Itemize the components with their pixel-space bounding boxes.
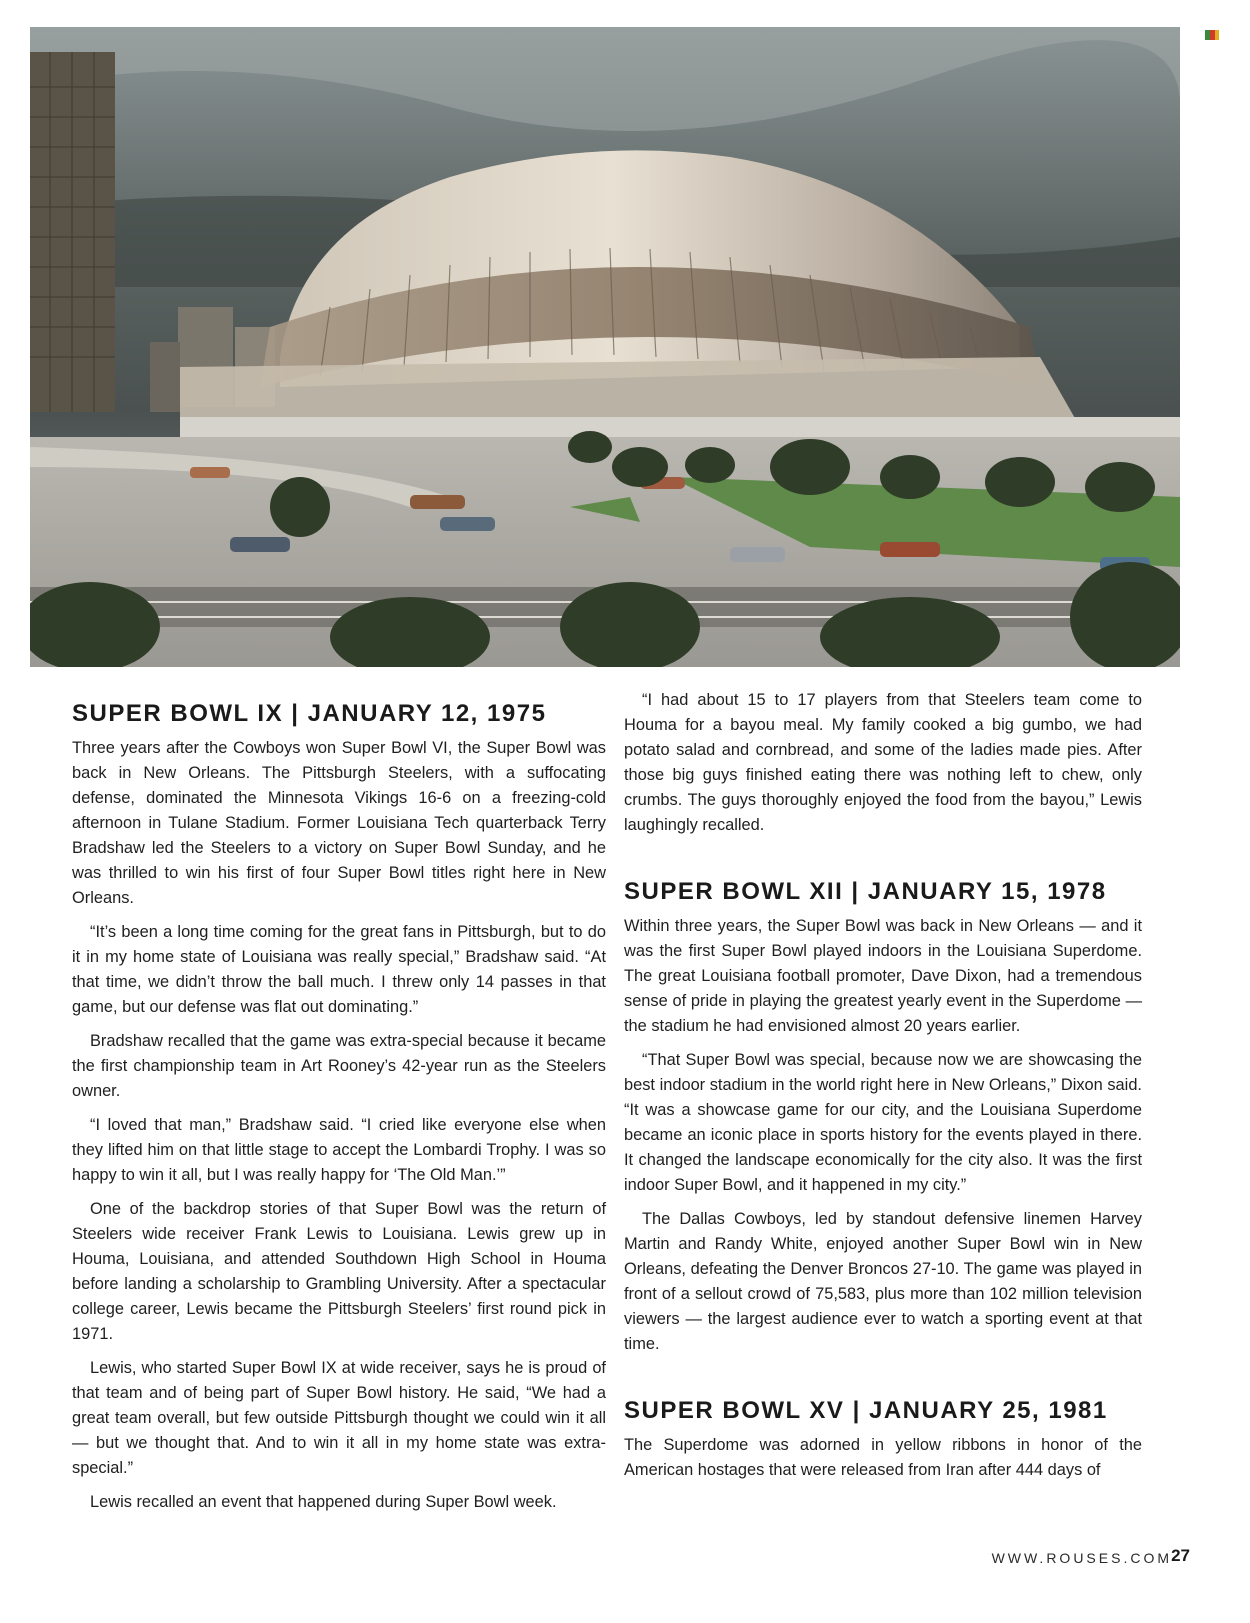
left-column bbox=[72, 700, 606, 1524]
paragraph: The Dallas Cowboys, led by standout defensive linemen Harvey Martin and Randy White, enjoyed another Super Bowl win in New Orleans, defeating the Denver Broncos 27-10. The game was played in front of a sellout crowd of 75,583, plus more than 102 million television viewers — the largest audience ever to watch a sporting event at that time. bbox=[624, 1210, 1142, 1353]
paragraph: Lewis, who started Super Bowl IX at wide receiver, says he is proud of that team and of being part of Super Bowl history. He said, “We had a great team overall, but few outside Pittsburgh thought we could win it all — but we thought that. And to win it all in my home state was extra-special.” bbox=[72, 1359, 606, 1477]
section-heading-super-bowl-xii: SUPER BOWL XII | JANUARY 15, 1978 bbox=[624, 878, 1107, 905]
paragraph: “I loved that man,” Bradshaw said. “I cried like everyone else when they lifted him on that little stage to accept the Lombardi Trophy. I was so happy to win it all, but I was really happy for ‘The Old Man.’” bbox=[72, 1116, 606, 1184]
paragraph: “It’s been a long time coming for the great fans in Pittsburgh, but to do it in my home state of Louisiana was really special,” Bradshaw said. “At that time, we didn’t throw the ball much. I threw only 14 passes in that game, but our defense was flat out dominating.” bbox=[72, 923, 606, 1016]
paragraph: “That Super Bowl was special, because now we are showcasing the best indoor stadium in the world right here in New Orleans,” Dixon said. “It was a showcase game for our city, and the Louisiana Superdome became an iconic place in sports history for the events played in there. It changed the landscape economically for the city also. It was the first indoor Super Bowl, and it happened in my city.” bbox=[624, 1051, 1142, 1194]
superdome-artwork bbox=[30, 27, 1180, 667]
corner-color-mark-icon bbox=[1205, 30, 1219, 40]
section-heading-super-bowl-xv: SUPER BOWL XV | JANUARY 25, 1981 bbox=[624, 1397, 1108, 1424]
paragraph: Three years after the Cowboys won Super Bowl VI, the Super Bowl was back in New Orleans. The Pittsburgh Steelers, with a suffocating defense, dominated the Minnesota Vikings 16-6 on a freezing-cold afternoon in Tulane Stadium. Former Louisiana Tech quarterback Terry Bradshaw led the Steelers to a victory on Super Bowl Sunday, and he was thrilled to win his first of four Super Bowl titles right here in New Orleans. bbox=[72, 739, 606, 907]
section-heading-super-bowl-ix: SUPER BOWL IX | JANUARY 12, 1975 bbox=[72, 700, 547, 727]
right-column bbox=[624, 691, 1142, 1492]
page-number: 27 bbox=[1171, 1546, 1190, 1565]
paragraph: Bradshaw recalled that the game was extra-special because it became the first championship team in Art Rooney’s 42-year run as the Steelers owner. bbox=[72, 1032, 606, 1100]
paragraph: Within three years, the Super Bowl was back in New Orleans — and it was the first Super Bowl played indoors in the Louisiana Superdome. The great Louisiana football promoter, Dave Dixon, had a tremendous sense of pride in playing the greatest yearly event in the Superdome — the stadium he had envisioned almost 20 years earlier. bbox=[624, 917, 1142, 1035]
superdome-illustration bbox=[30, 27, 1180, 667]
paragraph: The Superdome was adorned in yellow ribbons in honor of the American hostages that were released from Iran after 444 days of bbox=[624, 1436, 1142, 1479]
paragraph: “I had about 15 to 17 players from that Steelers team come to Houma for a bayou meal. My family cooked a big gumbo, we had potato salad and cornbread, and some of the ladies made pies. After those big guys finished eating there was nothing left to chew, only crumbs. The guys thoroughly enjoyed the food from the bayou,” Lewis laughingly recalled. bbox=[624, 691, 1142, 834]
footer-url[interactable]: WWW.ROUSES.COM bbox=[991, 1550, 1172, 1566]
paragraph: Lewis recalled an event that happened during Super Bowl week. bbox=[90, 1493, 557, 1511]
paragraph: One of the backdrop stories of that Super Bowl was the return of Steelers wide receiver Frank Lewis to Louisiana. Lewis grew up in Houma, Louisiana, and attended Southdown High School in Houma before landing a scholarship to Grambling University. After a spectacular college career, Lewis became the Pittsburgh Steelers’ first round pick in 1971. bbox=[72, 1200, 606, 1343]
